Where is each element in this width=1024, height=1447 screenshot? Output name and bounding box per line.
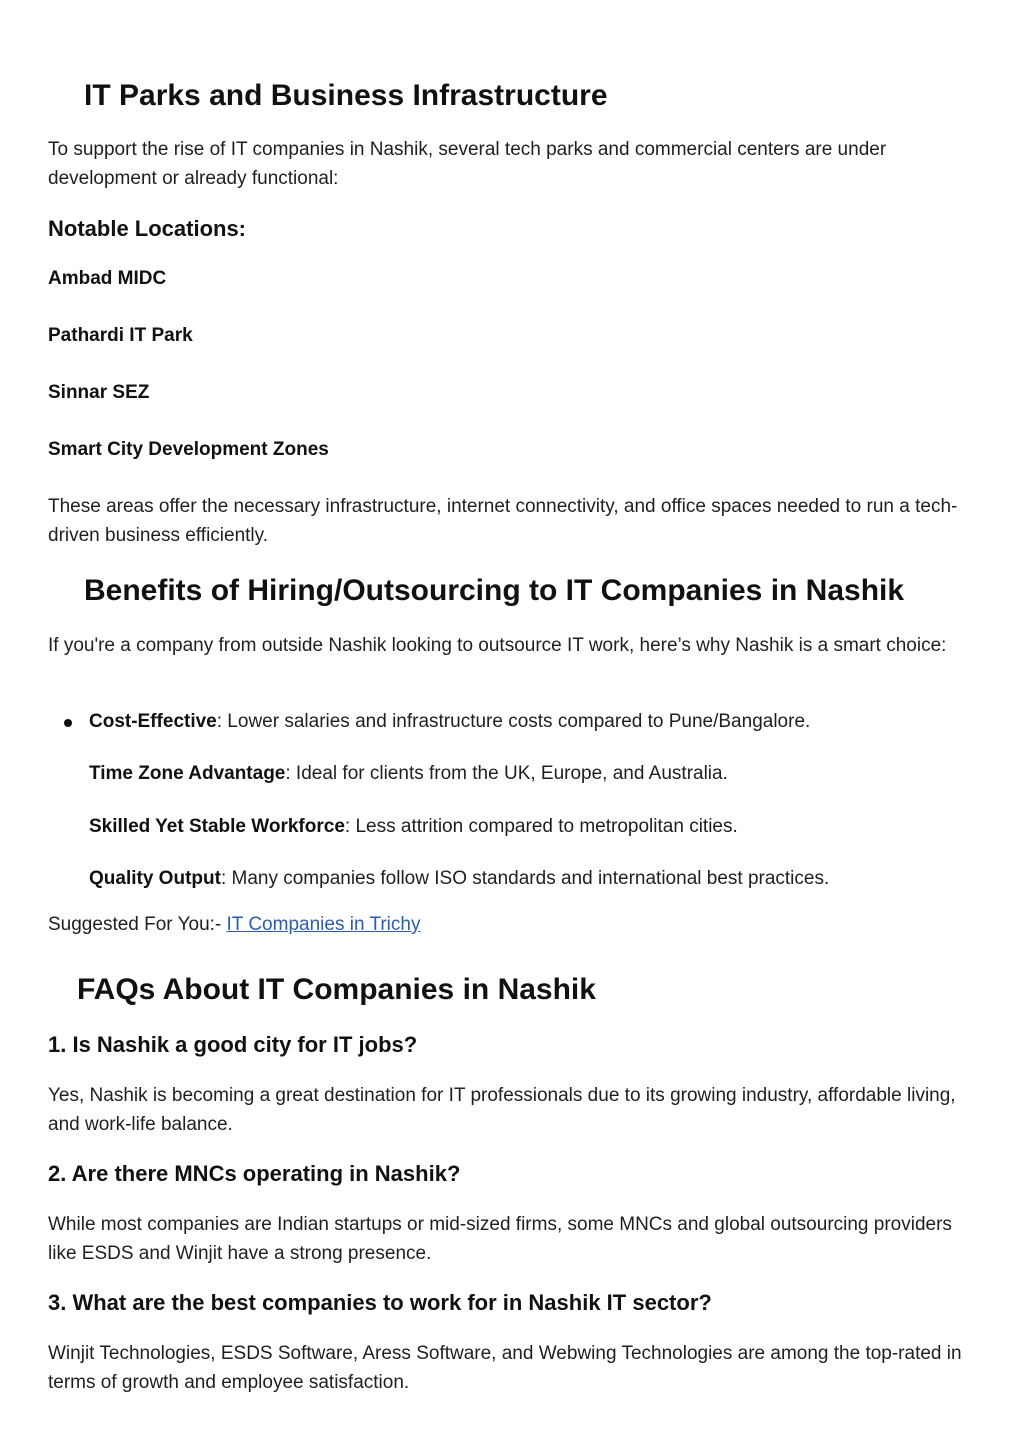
benefit-description: : Lower salaries and infrastructure costs compared to Pune/Bangalore. [216, 711, 811, 732]
faq-question: 1. Is Nashik a good city for IT jobs? [48, 1032, 418, 1057]
benefit-description: : Many companies follow ISO standards and international best practices. [220, 868, 830, 889]
notable-locations-heading: Notable Locations: [48, 216, 247, 241]
suggested-prefix: Suggested For You:- [48, 914, 227, 935]
benefit-item [89, 865, 829, 893]
faq-answer: Winjit Technologies, ESDS Software, Aress Software, and Webwing Technologies are among the top-rated in terms of growth and employee satisfaction. [48, 1343, 962, 1393]
benefit-item [89, 813, 738, 841]
benefit-term: Cost-Effective [89, 711, 217, 732]
benefit-item [89, 760, 728, 788]
benefit-term: Time Zone Advantage [89, 763, 286, 784]
location-item: Ambad MIDC [48, 268, 167, 289]
heading-faqs: FAQs About IT Companies in Nashik [77, 973, 596, 1006]
benefit-item [89, 708, 810, 736]
it-parks-intro: To support the rise of IT companies in Nashik, several tech parks and commercial centers are under development or already functional: [48, 139, 887, 189]
benefits-intro: If you're a company from outside Nashik looking to outsource IT work, here’s why Nashik is a smart choice: [48, 635, 947, 656]
bullet-icon [64, 719, 72, 727]
suggested-link[interactable]: IT Companies in Trichy [226, 914, 421, 935]
benefit-description: : Less attrition compared to metropolitan cities. [344, 816, 738, 837]
faq-answer: While most companies are Indian startups or mid-sized firms, some MNCs and global outsourcing providers like ESDS and Winjit have a strong presence. [48, 1214, 952, 1264]
benefit-term: Skilled Yet Stable Workforce [89, 816, 345, 837]
heading-it-parks: IT Parks and Business Infrastructure [84, 79, 608, 112]
it-parks-outro: These areas offer the necessary infrastructure, internet connectivity, and office spaces needed to run a tech-driven business efficiently. [48, 496, 958, 546]
heading-benefits: Benefits of Hiring/Outsourcing to IT Companies in Nashik [84, 574, 905, 607]
faq-question: 2. Are there MNCs operating in Nashik? [48, 1161, 461, 1186]
faq-answer: Yes, Nashik is becoming a great destination for IT professionals due to its growing industry, affordable living, and work-life balance. [48, 1085, 956, 1135]
location-item: Smart City Development Zones [48, 439, 329, 460]
benefit-description: : Ideal for clients from the UK, Europe, and Australia. [285, 763, 728, 784]
faq-question: 3. What are the best companies to work for in Nashik IT sector? [48, 1290, 712, 1315]
location-item: Pathardi IT Park [48, 325, 193, 346]
suggested-line [48, 911, 420, 939]
benefit-term: Quality Output [89, 868, 221, 889]
location-item: Sinnar SEZ [48, 382, 150, 403]
